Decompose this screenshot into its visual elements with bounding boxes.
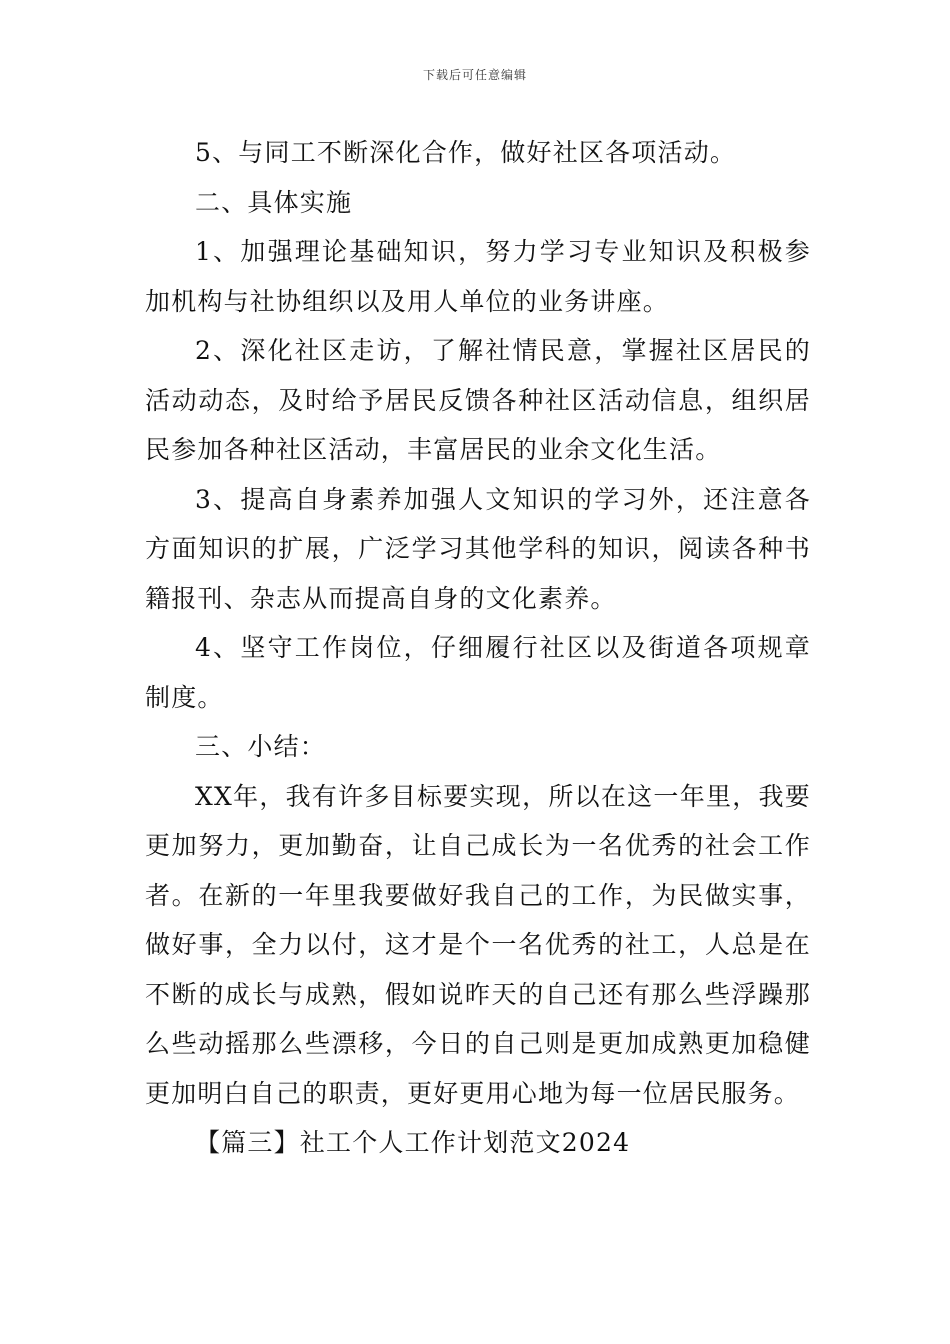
paragraph-implementation-1: 1、加强理论基础知识，努力学习专业知识及积极参加机构与社协组织以及用人单位的业务讲座。 [145,237,811,316]
paragraph-implementation-4: 4、坚守工作岗位，仔细履行社区以及街道各项规章制度。 [145,633,811,712]
paragraph-implementation-2: 2、深化社区走访，了解社情民意，掌握社区居民的活动动态，及时给予居民反馈各种社区活动信息，组织居民参加各种社区活动，丰富居民的业余文化生活。 [145,336,811,464]
section-heading-summary: 三、小结： [195,732,327,761]
header-note: 下载后可任意编辑 [422,68,527,82]
paragraph-item-5: 5、与同工不断深化合作，做好社区各项活动。 [195,138,737,167]
paragraph-implementation-3: 3、提高自身素养加强人文知识的学习外，还注意各方面知识的扩展，广泛学习其他学科的知识，阅读各种书籍报刊、杂志从而提高自身的文化素养。 [145,484,811,613]
paragraph-summary: XX年，我有许多目标要实现，所以在这一年里，我要更加努力，更加勤奋，让自己成长为一名优秀的社会工作者。在新的一年里我要做好我自己的工作，为民做实事，做好事，全力以付，这才是个一名优秀的社工，人总是在不断的成长与成熟，假如说昨天的自己还有那么些浮躁那么些动摇那么些漂移，今日的自己则是更加成熟更加稳健更加明白自己的职责，更好更用心地为每一位居民服务。 [145,781,811,1108]
section-heading-implementation: 二、具体实施 [195,187,353,217]
chapter-heading-part-three: 【篇三】社工个人工作计划范文2024 [195,1128,631,1157]
document-body [145,128,811,1168]
